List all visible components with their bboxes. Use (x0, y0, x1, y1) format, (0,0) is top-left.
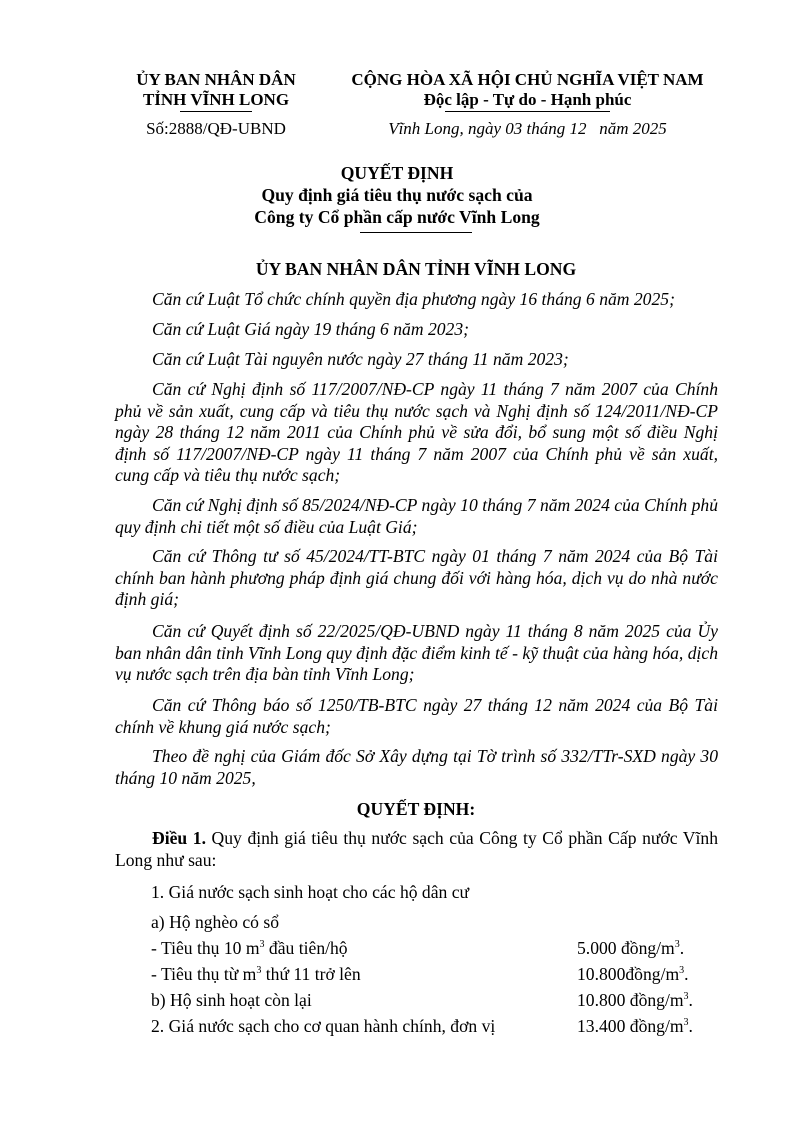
legal-basis-4: Căn cứ Nghị định số 117/2007/NĐ-CP ngày 11 tháng 7 năm 2007 của Chính phủ về sản xuất, cung cấp và tiêu thụ nước sạch và Nghị định số 124/2011/NĐ-CP ngày 28 tháng 12 năm 2011 của Chính phủ về sửa đổi, bổ sung một số điều Nghị định số 117/2007/NĐ-CP ngày 11 tháng 7 năm 2007 của Chính phủ về sản xuất, cung cấp và tiêu thụ nước sạch; (115, 379, 718, 486)
subsection-a: a) Hộ nghèo có sổ (151, 912, 280, 932)
legal-basis-6: Căn cứ Thông tư số 45/2024/TT-BTC ngày 01 tháng 7 năm 2024 của Bộ Tài chính ban hành phương pháp định giá chung đối với hàng hóa, dịch vụ do nhà nước định giá; (115, 546, 718, 610)
article-1-label: Điều 1. (152, 828, 206, 848)
nation-title: CỘNG HÒA XÃ HỘI CHỦ NGHĨA VIỆT NAM (351, 70, 704, 89)
legal-basis-9: Theo đề nghị của Giám đốc Sở Xây dựng tại Tờ trình số 332/TTr-SXD ngày 30 tháng 10 năm 2025, (115, 746, 718, 788)
price-row-3-value: 10.800 đồng/$m^3$. (577, 990, 693, 1010)
legal-basis-3: Căn cứ Luật Tài nguyên nước ngày 27 tháng 11 năm 2023; (152, 349, 569, 369)
price-row-1-value: 5.000 đồng/$m^3$. (577, 938, 685, 958)
document-heading: QUYẾT ĐỊNH (340, 163, 454, 183)
agency-province: TỈNH VĨNH LONG (142, 90, 290, 109)
price-row-2-value: $10.800đồng/m^3$. (577, 964, 689, 984)
article-1 (115, 827, 718, 871)
legal-basis-8: Căn cứ Thông báo số 1250/TB-BTC ngày 27 tháng 12 năm 2024 của Bộ Tài chính về khung giá nước sạch; (115, 695, 718, 737)
section-1-title: 1. Giá nước sạch sinh hoạt cho các hộ dân cư (151, 882, 470, 902)
place-date: Vĩnh Long, ngày 03 tháng 12 năm 2025 (388, 119, 667, 138)
document-subject-line1: Quy định giá tiêu thụ nước sạch của (261, 185, 533, 205)
document-number: Số:2888/QĐ-UBND (146, 119, 286, 138)
issuer-heading: ỦY BAN NHÂN DÂN TỈNH VĨNH LONG (255, 259, 577, 279)
subsection-b: b) Hộ sinh hoạt còn lại (151, 990, 312, 1010)
legal-basis-5: Căn cứ Nghị định số 85/2024/NĐ-CP ngày 10 tháng 7 năm 2024 của Chính phủ quy định chi tiết một số điều của Luật Giá; (115, 495, 718, 537)
legal-basis-1: Căn cứ Luật Tổ chức chính quyền địa phương ngày 16 tháng 6 năm 2025; (152, 289, 675, 309)
national-motto: Độc lập - Tự do - Hạnh phúc (423, 90, 632, 109)
price-row-2-label: - Tiêu thụ từ $m^3$ thứ 11 trở lên (151, 964, 361, 984)
motto-underline (445, 111, 610, 112)
decision-heading: QUYẾT ĐỊNH: (356, 799, 476, 819)
agency-underline (180, 111, 252, 112)
legal-basis-2: Căn cứ Luật Giá ngày 19 tháng 6 năm 2023; (152, 319, 469, 339)
section-2-title: 2. Giá nước sạch cho cơ quan hành chính, đơn vị (151, 1016, 496, 1036)
legal-basis-7: Căn cứ Quyết định số 22/2025/QĐ-UBND ngày 11 tháng 8 năm 2025 của Ủy ban nhân dân tỉnh Vĩnh Long quy định đặc điểm kinh tế - kỹ thuật của hàng hóa, dịch vụ nước sạch trên địa bàn tỉnh Vĩnh Long; (115, 621, 718, 685)
price-row-4-value: 13.400 đồng/$m^3$. (577, 1016, 693, 1036)
title-underline (360, 232, 472, 233)
document-subject-line2: Công ty Cổ phần cấp nước Vĩnh Long (254, 207, 540, 227)
price-row-1-label: - Tiêu thụ 10 $m^3$ đầu tiên/hộ (151, 938, 348, 958)
agency-name: ỦY BAN NHÂN DÂN (136, 70, 296, 89)
article-1-text: Quy định giá tiêu thụ nước sạch của Công ty Cổ phần Cấp nước Vĩnh Long như sau: (115, 828, 718, 870)
